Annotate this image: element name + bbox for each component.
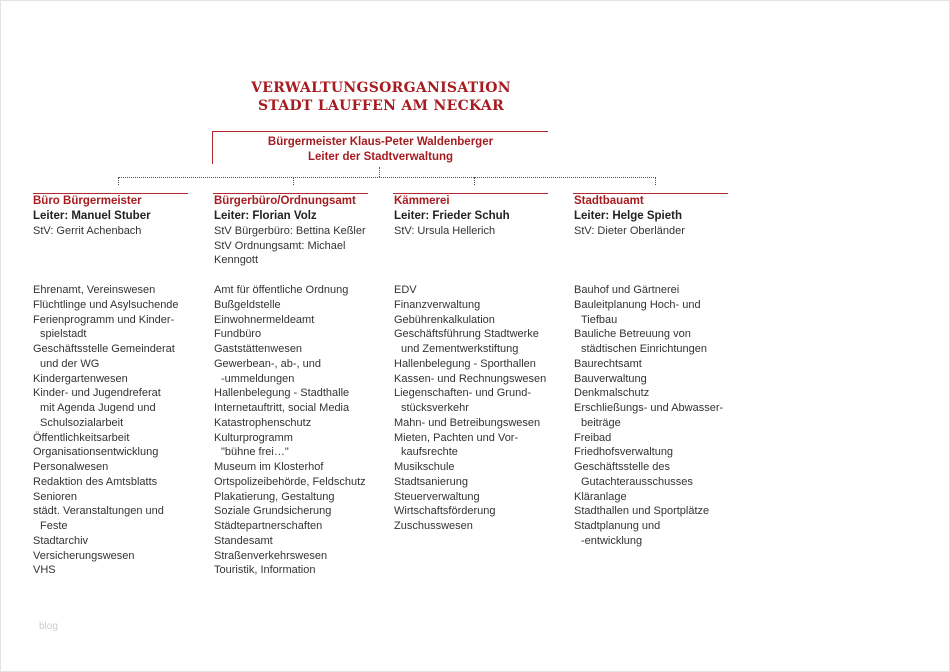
dept-leader: Leiter: Helge Spieth: [574, 210, 682, 222]
list-item: Kläranlage: [574, 490, 627, 503]
list-item: Öffentlichkeitsarbeit: [33, 431, 130, 444]
list-item: Internetauftritt, social Media: [214, 402, 350, 414]
list-item: Touristik, Information: [214, 564, 316, 577]
list-item: Zuschusswesen: [394, 520, 473, 532]
dept-buergerbuero-ordnungsamt: [214, 193, 366, 268]
list-item: und der WG: [40, 357, 100, 370]
list-item: Wirtschaftsförderung: [394, 505, 496, 518]
list-item: Personalwesen: [33, 461, 109, 473]
list-item: Museum im Klosterhof: [214, 461, 324, 473]
list-item: Plakatierung, Gestaltung: [214, 490, 335, 503]
deputy-line: StV: Gerrit Achenbach: [33, 225, 142, 237]
list-item: Finanzverwaltung: [394, 298, 481, 311]
list-item: Geschäftsführung Stadtwerke: [394, 328, 539, 341]
connector-horizontal: [118, 177, 656, 178]
list-item: kaufsrechte: [401, 446, 458, 459]
list-item: Mieten, Pachten und Vor-: [394, 431, 519, 444]
list-item: mit Agenda Jugend und: [40, 402, 156, 414]
list-item: Steuerverwaltung: [394, 490, 480, 503]
list-item: Bußgeldstelle: [214, 298, 281, 311]
list-item: Geschäftsstelle des: [574, 461, 670, 473]
dept-stadtbauamt: [574, 193, 685, 239]
list-item: Stadtarchiv: [33, 534, 89, 547]
list-item: Stadtplanung und: [574, 520, 661, 532]
connector-vertical: [379, 167, 380, 177]
list-item: städtischen Einrichtungen: [581, 343, 707, 355]
dept-leader: Leiter: Manuel Stuber: [33, 210, 151, 222]
list-item: Flüchtlinge und Asylsuchende: [33, 298, 179, 311]
deputy-line: StV Bürgerbüro: Bettina Keßler: [214, 225, 366, 237]
dept-leader: Leiter: Frieder Schuh: [394, 210, 510, 222]
list-item: Gebührenkalkulation: [394, 313, 495, 326]
list-item: Versicherungswesen: [33, 549, 135, 562]
task-list-4: [574, 283, 723, 549]
list-item: -ummeldungen: [221, 372, 295, 385]
list-item: Tiefbau: [581, 313, 618, 326]
list-item: Straßenverkehrswesen: [214, 549, 328, 562]
list-item: Kulturprogramm: [214, 431, 293, 444]
connector-drop-2: [293, 177, 294, 185]
list-item: VHS: [33, 564, 56, 577]
list-item: Gaststättenwesen: [214, 343, 303, 355]
list-item: Bauverwaltung: [574, 372, 647, 385]
dept-name: Bürgerbüro/Ordnungsamt: [214, 195, 356, 207]
list-item: Gutachterausschusses: [581, 475, 693, 488]
list-item: stücksverkehr: [401, 402, 469, 414]
list-item: Redaktion des Amtsblatts: [33, 475, 158, 488]
dept-name: Stadtbauamt: [574, 195, 644, 207]
mayor-box: [212, 131, 548, 164]
dept-buero-buergermeister: [33, 193, 151, 239]
list-item: städt. Veranstaltungen und: [33, 505, 164, 518]
deputy-line: StV: Ursula Hellerich: [394, 225, 496, 237]
list-item: spielstadt: [40, 328, 87, 341]
list-item: Freibad: [574, 431, 612, 444]
list-item: Musikschule: [394, 461, 455, 473]
list-item: Gewerbean-, ab-, und: [214, 357, 322, 370]
list-item: Hallenbelegung - Stadthalle: [214, 387, 350, 400]
list-item: Ferienprogramm und Kinder-: [33, 313, 175, 326]
dept-deputies: [574, 224, 685, 239]
list-item: Geschäftsstelle Gemeinderat: [33, 343, 175, 355]
list-item: Einwohnermeldeamt: [214, 313, 315, 326]
list-item: -entwicklung: [581, 534, 643, 547]
list-item: Katastrophenschutz: [214, 416, 312, 429]
list-item: Kassen- und Rechnungswesen: [394, 372, 547, 385]
deputy-line: Kenngott: [214, 254, 259, 267]
list-item: Kinder- und Jugendreferat: [33, 387, 161, 400]
list-item: Bauhof und Gärtnerei: [574, 284, 680, 296]
list-item: Bauleitplanung Hoch- und: [574, 298, 701, 311]
list-item: Friedhofsverwaltung: [574, 446, 674, 459]
list-item: Organisationsentwicklung: [33, 446, 159, 459]
list-item: Stadtsanierung: [394, 475, 468, 488]
title-line-2: STADT LAUFFEN AM NECKAR: [257, 98, 505, 114]
connector-drop-3: [474, 177, 475, 185]
list-item: Hallenbelegung - Sporthallen: [394, 357, 536, 370]
list-item: Liegenschaften- und Grund-: [394, 387, 531, 400]
list-item: Senioren: [33, 490, 78, 503]
list-item: EDV: [394, 284, 417, 296]
dept-deputies: [214, 224, 366, 268]
watermark: blog: [39, 621, 58, 632]
list-item: Stadthallen und Sportplätze: [574, 505, 710, 518]
list-item: Städtepartnerschaften: [214, 520, 323, 532]
chart-title: [231, 79, 531, 115]
list-item: Soziale Grundsicherung: [214, 505, 332, 518]
list-item: Schulsozialarbeit: [40, 416, 124, 429]
dept-leader: Leiter: Florian Volz: [214, 210, 317, 222]
connector-drop-4: [655, 177, 656, 185]
dept-name: Büro Bürgermeister: [33, 195, 142, 207]
mayor-role: Leiter der Stadtverwaltung: [307, 151, 454, 163]
connector-drop-1: [118, 177, 119, 185]
task-list-2: [214, 283, 366, 578]
list-item: Standesamt: [214, 534, 273, 547]
title-line-1: VERWALTUNGSORGANISATION: [251, 80, 511, 96]
list-item: Fundbüro: [214, 328, 262, 341]
list-item: Kindergartenwesen: [33, 372, 128, 385]
list-item: Ortspolizeibehörde, Feldschutz: [214, 475, 366, 488]
dept-name: Kämmerei: [394, 195, 450, 207]
task-list-3: [394, 283, 546, 534]
list-item: und Zementwerkstiftung: [401, 343, 519, 355]
dept-deputies: [394, 224, 510, 239]
dept-deputies: [33, 224, 151, 239]
list-item: Amt für öffentliche Ordnung: [214, 284, 349, 296]
list-item: Feste: [40, 520, 68, 532]
dept-kaemmerei: [394, 193, 510, 239]
list-item: Ehrenamt, Vereinswesen: [33, 284, 156, 296]
deputy-line: StV Ordnungsamt: Michael: [214, 239, 346, 252]
list-item: Denkmalschutz: [574, 387, 650, 400]
list-item: Bauliche Betreuung von: [574, 328, 691, 341]
list-item: Mahn- und Betreibungswesen: [394, 416, 541, 429]
deputy-line: StV: Dieter Oberländer: [574, 225, 685, 237]
mayor-name: Bürgermeister Klaus-Peter Waldenberger: [267, 136, 494, 148]
list-item: Erschließungs- und Abwasser-: [574, 402, 724, 414]
task-list-1: [33, 283, 179, 578]
list-item: Baurechtsamt: [574, 357, 642, 370]
list-item: beiträge: [581, 416, 621, 429]
list-item: "bühne frei…": [221, 446, 289, 459]
